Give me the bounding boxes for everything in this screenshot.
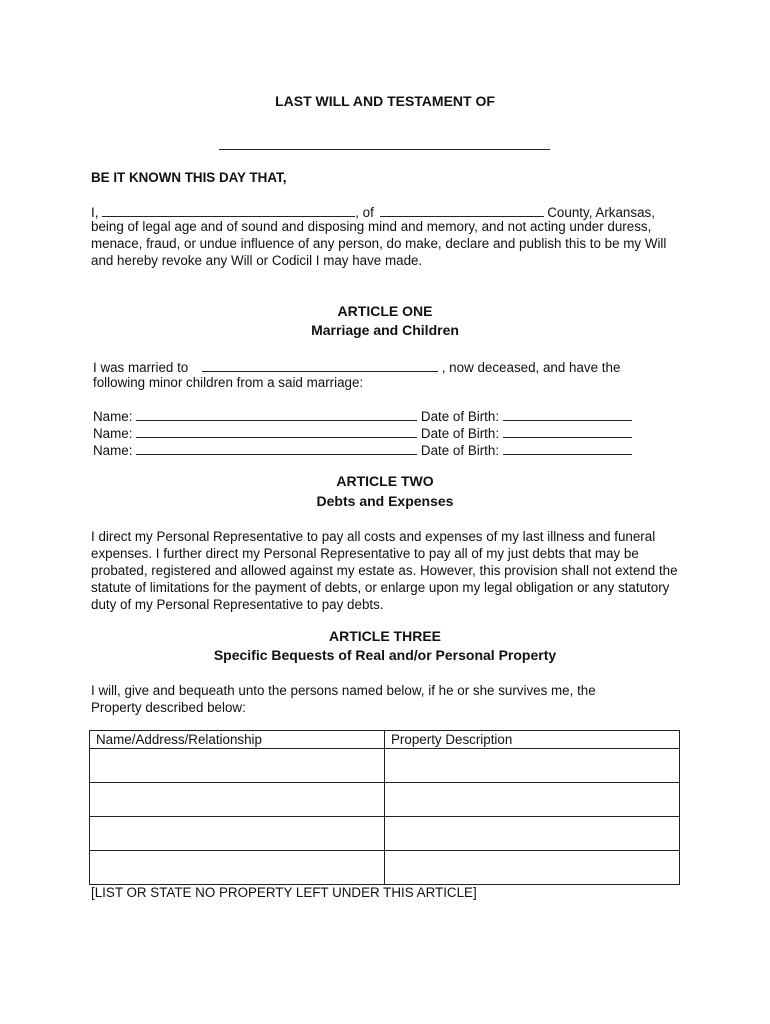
beneficiary-cell[interactable] — [90, 851, 385, 885]
column-header-property: Property Description — [385, 731, 680, 749]
article-one-heading: ARTICLE ONE — [337, 303, 433, 319]
child-name-field[interactable] — [136, 407, 417, 421]
known-heading: BE IT KNOWN THIS DAY THAT, — [91, 170, 287, 185]
debts-paragraph: I direct my Personal Representative to pay all costs and expenses of my last illness and funeral expenses. I further direct my Personal Representative to pay all of my just debts that may be probated, registered and allowed against my estate as. However, this provision shall not extend the statute of limitations for the payment of debts, or enlarge upon my legal obligation or any statutory duty of my Personal Representative to pay debts. — [91, 529, 678, 612]
property-cell[interactable] — [385, 749, 680, 783]
child-row-1 — [93, 407, 632, 424]
child-row-3 — [93, 441, 632, 458]
article-three-subheading: Specific Bequests of Real and/or Personal Property — [213, 647, 557, 663]
child-name-label: Name: — [93, 426, 133, 441]
document-title: LAST WILL AND TESTAMENT OF — [275, 93, 495, 109]
article-two-heading: ARTICLE TWO — [336, 473, 434, 489]
property-cell[interactable] — [385, 851, 680, 885]
child-dob-field[interactable] — [503, 441, 632, 455]
child-row-2 — [93, 424, 632, 441]
testator-name-line[interactable] — [219, 149, 550, 150]
spouse-name-field[interactable] — [202, 358, 438, 372]
beneficiary-cell[interactable] — [90, 783, 385, 817]
article-two-subheading: Debts and Expenses — [316, 493, 454, 509]
intro-county-label: County, Arkansas, — [547, 205, 655, 220]
beneficiary-cell[interactable] — [90, 749, 385, 783]
intro-paragraph: being of legal age and of sound and disposing mind and memory, and not acting under duress, menace, fraud, or undue influence of any person, do make, declare and publish this to be my Will and hereby revoke any Will or Codicil I may have made. — [91, 219, 667, 268]
child-dob-label: Date of Birth: — [420, 426, 500, 441]
column-header-name: Name/Address/Relationship — [90, 731, 385, 749]
table-row — [90, 851, 680, 885]
following-children-text: following minor children from a said marriage: — [93, 375, 364, 390]
intro-i-label: I, — [91, 205, 99, 220]
bequest-paragraph: I will, give and bequeath unto the persons named below, if he or she survives me, the Property described below: — [91, 683, 596, 715]
table-row — [90, 749, 680, 783]
married-to-label: I was married to — [93, 360, 189, 375]
child-name-field[interactable] — [136, 424, 417, 438]
married-line — [93, 358, 620, 375]
child-dob-label: Date of Birth: — [420, 443, 500, 458]
child-name-field[interactable] — [136, 441, 417, 455]
no-property-note: [LIST OR STATE NO PROPERTY LEFT UNDER THIS ARTICLE] — [91, 885, 477, 900]
child-name-label: Name: — [93, 409, 133, 424]
article-one-subheading: Marriage and Children — [311, 322, 459, 338]
child-dob-field[interactable] — [503, 424, 632, 438]
county-field[interactable] — [380, 203, 544, 217]
property-cell[interactable] — [385, 817, 680, 851]
child-dob-field[interactable] — [503, 407, 632, 421]
beneficiary-cell[interactable] — [90, 817, 385, 851]
child-dob-label: Date of Birth: — [420, 409, 500, 424]
testator-name-field[interactable] — [102, 203, 355, 217]
property-cell[interactable] — [385, 783, 680, 817]
table-row — [90, 783, 680, 817]
table-row — [90, 817, 680, 851]
intro-of-label: , of — [355, 205, 374, 220]
deceased-label: , now deceased, and have the — [441, 360, 621, 375]
table-header-row — [90, 731, 680, 749]
article-three-heading: ARTICLE THREE — [329, 628, 441, 644]
child-name-label: Name: — [93, 443, 133, 458]
bequest-table — [89, 730, 680, 885]
